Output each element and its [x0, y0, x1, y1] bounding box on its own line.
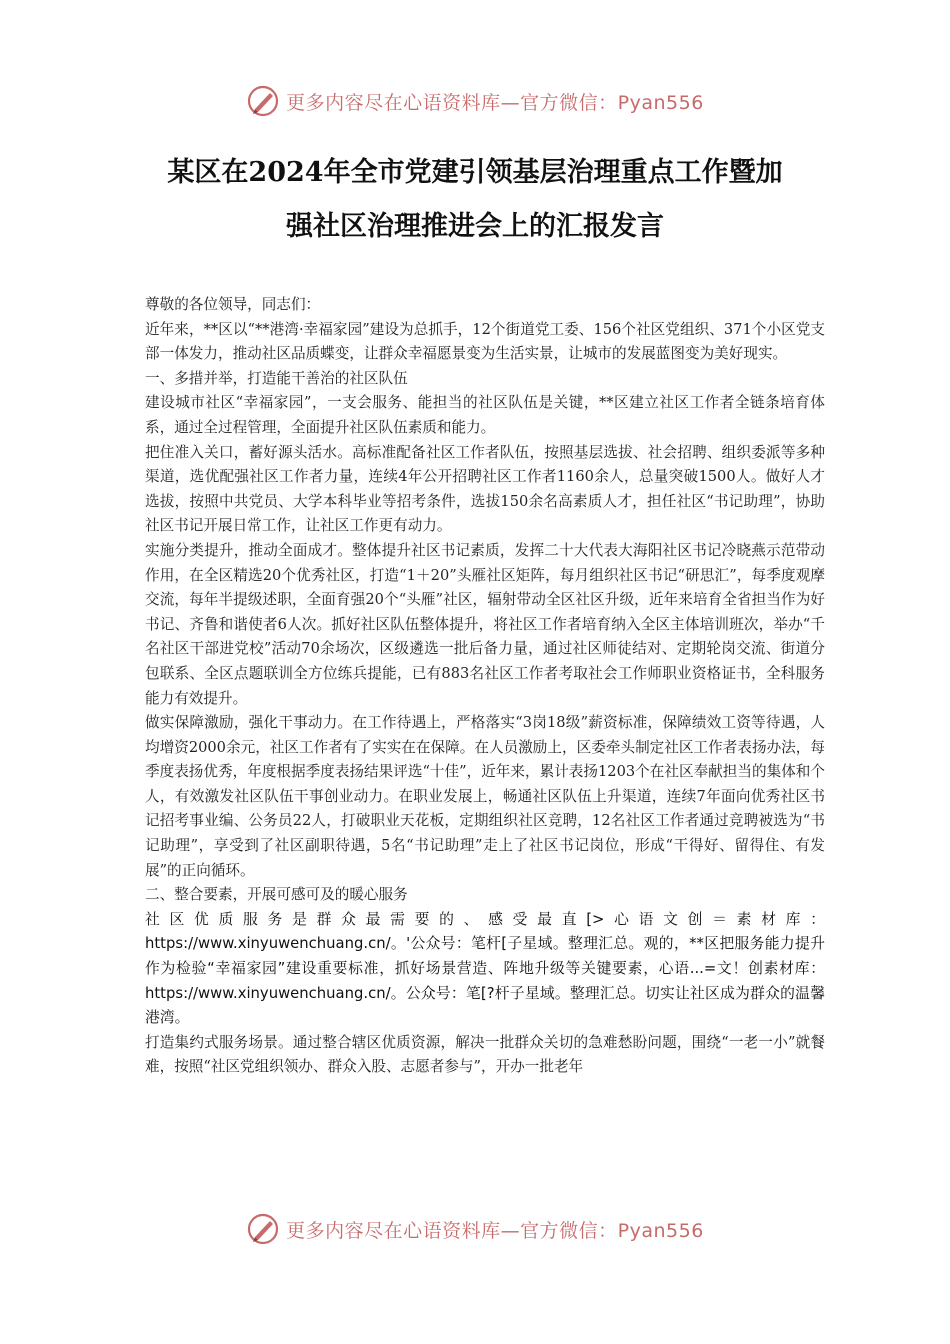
paragraph: 打造集约式服务场景。通过整合辖区优质资源，解决一批群众关切的急难愁盼问题，围绕“一老一小”就餐难，按照“社区党组织领办、群众入股、志愿者参与”，开办一批老年: [145, 1033, 825, 1076]
watermark-banner-bottom: [0, 1208, 950, 1250]
paragraph: 建设城市社区“幸福家园”，一支会服务、能担当的社区队伍是关键，**区建立社区工作者全链条培育体系，通过全过程管理，全面提升社区队伍素质和能力。: [145, 394, 825, 436]
paragraph-with-source-note: 社区优质服务是群众最需要的、感受最直[>心语文创＝素材库：https://www.xinyuwenchuang.cn/。'公众号：笔杆[子星域。整理汇总。观的，**区把服务能力提升作为检验“幸福家园”建设重要标准，抓好场景营造、阵地升级等关键要素，心语...=文！创素材库：https://www.xinyuwenchuang.cn/。公众号：笔[?杆子星域。整理汇总。切实让社区成为群众的温馨港湾。: [145, 910, 825, 1027]
paragraph: 把住准入关口，蓄好源头活水。高标准配备社区工作者队伍，按照基层选拔、社会招聘、组织委派等多种渠道，选优配强社区工作者力量，连续4年公开招聘社区工作者1160余人，总量突破1500人。做好人才选拔，按照中共党员、大学本科毕业等招考条件，选拔150余名高素质人才，担任社区“书记助理”，协助社区书记开展日常工作，让社区工作更有动力。: [145, 443, 825, 535]
page-title: [100, 146, 850, 254]
pen-logo-icon: [246, 84, 280, 118]
paragraph: 实施分类提升，推动全面成才。整体提升社区书记素质，发挥二十大代表大海阳社区书记冷晓燕示范带动作用，在全区精选20个优秀社区，打造“1＋20”头雁社区矩阵，每月组织社区书记“研思汇”，每季度观摩交流，每年半提级述职，全面育强20个“头雁”社区，辐射带动全区社区升级，近年来培育全省担当作为好书记、齐鲁和谐使者6人次。抓好社区队伍整体提升，将社区工作者培育纳入全区主体培训班次，举办“千名社区干部进党校”活动70余场次，区级遴选一批后备力量，通过社区师徒结对、定期轮岗交流、街道分包联系、全区点题联训全方位练兵提能，已有883名社区工作者考取社会工作师职业资格证书，全科服务能力有效提升。: [145, 541, 825, 707]
section-heading-2: 二、整合要素，开展可感可及的暖心服务: [145, 886, 408, 904]
salutation: 尊敬的各位领导，同志们：: [145, 296, 321, 313]
document-body: [145, 293, 825, 1080]
paragraph: 做实保障激励，强化干事动力。在工作待遇上，严格落实“3岗18级”薪资标准，保障绩效工资等待遇，人均增资2000余元，社区工作者有了实实在在保障。在人员激励上，区委牵头制定社区工作者表扬办法，每季度表扬优秀，年度根据季度表扬结果评选“十佳”，近年来，累计表扬1203个在社区奉献担当的集体和个人，有效激发社区队伍干事创业动力。在职业发展上，畅通社区队伍上升渠道，连续7年面向优秀社区书记招考事业编、公务员22人，打破职业天花板，定期组织社区竞聘，12名社区工作者通过竞聘被选为“书记助理”，享受到了社区副职待遇，5名“书记助理”走上了社区书记岗位，形成“干得好、留得住、有发展”的正向循环。: [145, 714, 825, 879]
watermark-text: 更多内容尽在心语资料库—官方微信：Pyan556: [286, 1219, 704, 1242]
title-line-1: 某区在2024年全市党建引领基层治理重点工作暨加: [167, 157, 783, 188]
paragraph-intro: 近年来，**区以“**港湾·幸福家园”建设为总抓手，12个街道党工委、156个社区党组织、371个小区党支部一体发力，推动社区品质蝶变，让群众幸福愿景变为生活实景，让城市的发展蓝图变为美好现实。: [145, 320, 825, 363]
pen-logo-icon: [246, 1212, 280, 1246]
title-line-2: 强社区治理推进会上的汇报发言: [286, 211, 664, 242]
watermark-text: 更多内容尽在心语资料库—官方微信：Pyan556: [286, 91, 704, 114]
section-heading-1: 一、多措并举，打造能干善治的社区队伍: [145, 369, 408, 387]
watermark-banner-top: [0, 80, 950, 122]
